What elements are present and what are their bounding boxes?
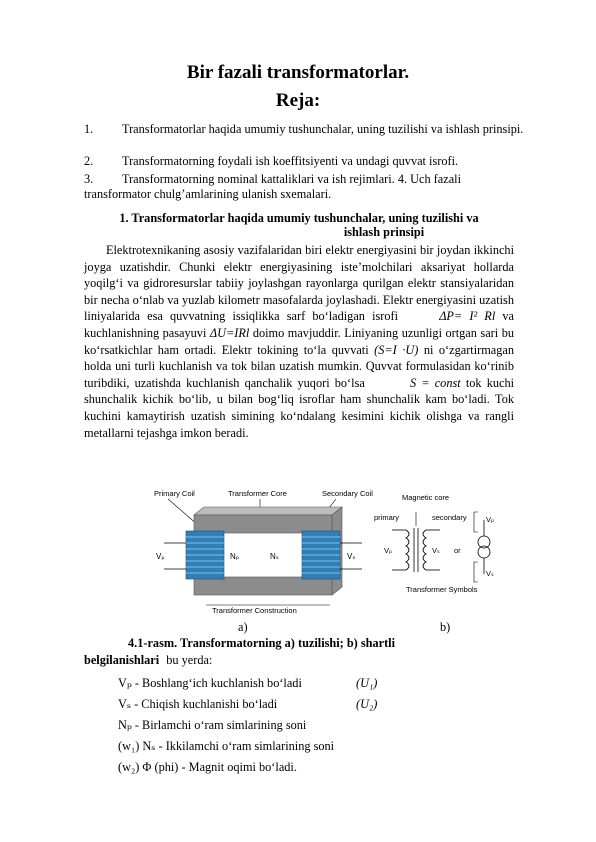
- symbol-vp2-label: Vₚ: [486, 515, 495, 524]
- body-paragraph: [84, 242, 514, 441]
- plan-item-text: Transformatorlar haqida umumiy tushunchalar, uning tuzilishi va ishlash prinsipi.: [122, 122, 524, 136]
- formula-constant: S = const: [409, 375, 461, 390]
- section-heading: [84, 211, 514, 239]
- vs-label: Vₛ: [347, 552, 356, 561]
- plan-item-number: 1.: [84, 122, 94, 136]
- primary-label: primary: [374, 513, 400, 522]
- document-subtitle: Reja:: [275, 90, 321, 111]
- np-label: Nₚ: [230, 552, 240, 561]
- figure-caption: 4.1-rasm. Transformatorning a) tuzilishi; b) shartli: [128, 636, 395, 650]
- paragraph-text: va kuchlanishning pasayuvi: [84, 309, 515, 340]
- vp-label: Vₚ: [156, 552, 165, 561]
- formula-apparent-power: (S=I ·U): [374, 342, 419, 357]
- secondary-coil-label: Secondary Coil: [322, 489, 373, 498]
- paragraph-text: Elektrotexnikaning asosiy vazifalaridan biri elektr energiyasini bir joydan ikkinchi joyga uzatishdir. Chunki elektr energiyasining iste’molchilari aksariyat hollarda yoqilg‘i va gidroresurslar tabiiy joylashgan rayonlarga qurilgan elektr stansiyalaridan bir necha o‘nlab va yuzlab kilometr masofalarda joylashadi. Elektr energiyasini uzatish liniyalarida esa quvvatning issiqlikka sarf bo‘ladigan isrofi: [84, 243, 514, 324]
- legend-item: [118, 760, 297, 775]
- legend-symbol: (U₂): [356, 697, 378, 711]
- plan-item-number: 3.: [84, 172, 94, 186]
- paragraph-text: doimo mavjuddir. Liniyaning uzunligi ortgan sari bu ko‘rsatkichlar ham ortadi. Elektr tokining to‘la quvvati: [84, 325, 514, 357]
- legend-symbol: (U₁): [356, 676, 378, 690]
- legend-item: [118, 676, 378, 691]
- paragraph-text: tok kuchi shunchalik kichik bo‘lib, u bilan bog‘liq isroflar ham shunchalik kam bo‘ladi. Tok kuchini kamaytirish uzatish simining ko‘ndalang kesimini kichik olishga va rangli metallarni tejashga imkon beradi.: [84, 375, 515, 440]
- section-heading-line: 1. Transformatorlar haqida umumiy tushunchalar, uning tuzilishi va: [119, 211, 479, 225]
- legend-item: [118, 718, 306, 733]
- plan-item-text: Transformatorning nominal kattaliklari va ish rejimlari. 4. Uch fazali transformator chulg’amlarining ulanish sxemalari.: [84, 172, 461, 201]
- legend-text: Vₛ - Chiqish kuchlanishi bo‘ladi: [118, 697, 278, 711]
- plan-item-text: Transformatorning foydali ish koeffitsiyenti va undagi quvvat isrofi.: [122, 154, 459, 168]
- legend-item: [118, 739, 334, 754]
- caption-tail: bu yerda:: [166, 653, 213, 667]
- ns-label: Nₛ: [270, 552, 279, 561]
- plan-item: [84, 172, 524, 201]
- legend-text: Nₚ - Birlamchi o‘ram simlarining soni: [118, 718, 307, 732]
- legend-text: (w₁) Nₛ - Ikkilamchi o‘ram simlarining soni: [118, 739, 335, 753]
- figure-caption-cont: [84, 653, 212, 668]
- plan-item: [84, 122, 524, 137]
- paragraph-text: ni o‘zgartirmagan holda uni turli kuchlanish va tok bilan uzatish mumkin. Quvvat formulasidan ko‘rinib turibdiki, uzatishda kuchlanish qanchalik yuqori bo‘lsa: [84, 342, 514, 390]
- symbol-vp-label: Vₚ: [384, 546, 393, 555]
- figure-b-label: b): [440, 620, 451, 634]
- legend-item: [118, 697, 378, 712]
- construction-label: Transformer Construction: [212, 606, 297, 615]
- caption-text: belgilanishlari: [84, 653, 160, 667]
- formula-voltage-drop: ΔU=IRl: [209, 325, 250, 340]
- secondary-label: secondary: [432, 513, 467, 522]
- plan-item-number: 2.: [84, 154, 94, 168]
- transformer-construction-figure: [150, 487, 385, 625]
- transformer-symbols-label: Transformer Symbols: [406, 585, 478, 594]
- section-heading-line: ishlash prinsipi: [343, 225, 425, 239]
- legend-text: Vₚ - Boshlang‘ich kuchlanish bo‘ladi: [118, 676, 302, 690]
- transformer-core-label: Transformer Core: [228, 489, 287, 498]
- plan-item: [84, 154, 524, 169]
- magnetic-core-label: Magnetic core: [402, 493, 450, 502]
- symbol-vs2-label: Vₛ: [486, 569, 494, 578]
- transformer-symbols-figure: [372, 490, 512, 610]
- document-title: Bir fazali transformatorlar.: [186, 62, 410, 83]
- primary-coil-label: Primary Coil: [154, 489, 195, 498]
- symbol-vs-label: Vₛ: [432, 546, 440, 555]
- figure-a-label: a): [238, 620, 248, 634]
- legend-text: (w₂) Φ (phi) - Magnit oqimi bo‘ladi.: [118, 760, 297, 774]
- formula-power-loss: ΔP= I² Rl: [439, 309, 496, 324]
- or-label: or: [454, 546, 461, 555]
